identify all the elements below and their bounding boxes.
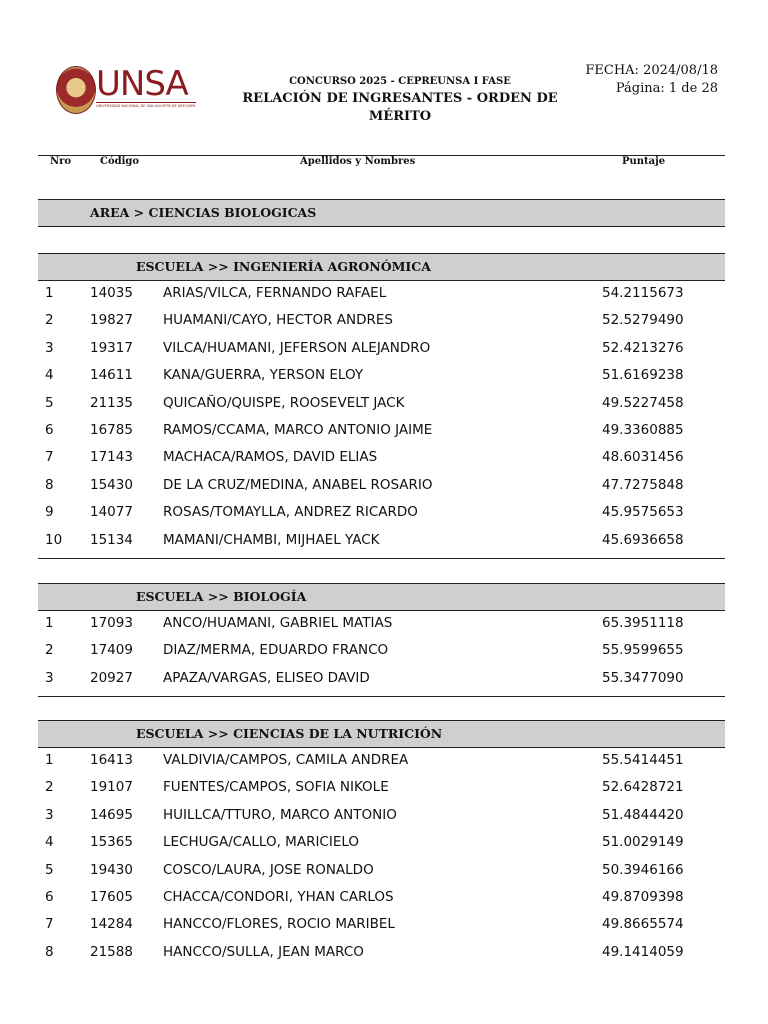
- section-divider: [38, 696, 725, 697]
- table-row: [38, 448, 725, 475]
- cell-codigo: 16785: [90, 421, 133, 438]
- cell-nro: 6: [45, 421, 54, 438]
- cell-nro: 3: [45, 806, 54, 823]
- table-row: [38, 421, 725, 448]
- cell-puntaje: 49.8665574: [602, 916, 684, 933]
- cell-nro: 5: [45, 861, 54, 878]
- escuela-header: [38, 720, 725, 748]
- table-row: [38, 778, 725, 805]
- cell-codigo: 17409: [90, 642, 133, 659]
- table-row: [38, 284, 725, 311]
- table-row: [38, 888, 725, 915]
- cell-nombre: FUENTES/CAMPOS, SOFIA NIKOLE: [163, 779, 389, 796]
- cell-nro: 2: [45, 642, 54, 659]
- table-row: [38, 614, 725, 641]
- table-row: [38, 806, 725, 833]
- cell-nombre: KANA/GUERRA, YERSON ELOY: [163, 367, 364, 384]
- concurso-title: CONCURSO 2025 - CEPREUNSA I FASE: [289, 76, 511, 87]
- unsa-logo: [56, 64, 196, 114]
- cell-puntaje: 55.3477090: [602, 669, 684, 686]
- cell-puntaje: 55.5414451: [602, 752, 684, 768]
- table-row: [38, 311, 725, 338]
- cell-puntaje: 51.4844420: [602, 806, 684, 823]
- cell-codigo: 17093: [90, 615, 133, 631]
- cell-nro: 9: [45, 504, 54, 521]
- cell-nro: 7: [45, 916, 54, 933]
- university-seal-icon: [56, 66, 96, 114]
- escuela-header: [38, 253, 725, 281]
- cell-puntaje: 52.4213276: [602, 339, 684, 356]
- cell-nro: 4: [45, 834, 54, 851]
- table-row: [38, 531, 725, 558]
- cell-nombre: HANCCO/FLORES, ROCIO MARIBEL: [163, 916, 395, 933]
- cell-nombre: COSCO/LAURA, JOSE RONALDO: [163, 861, 374, 878]
- column-header-nro: Nro: [50, 156, 72, 167]
- cell-nombre: HANCCO/SULLA, JEAN MARCO: [163, 943, 364, 960]
- table-row: [38, 503, 725, 530]
- cell-codigo: 15365: [90, 834, 133, 851]
- escuela-title: ESCUELA >> CIENCIAS DE LA NUTRICIÓN: [136, 726, 443, 741]
- cell-puntaje: 45.6936658: [602, 531, 684, 548]
- cell-puntaje: 52.6428721: [602, 779, 684, 796]
- cell-nombre: MAMANI/CHAMBI, MIJHAEL YACK: [163, 531, 380, 548]
- cell-nro: 2: [45, 312, 54, 329]
- table-row: [38, 833, 725, 860]
- escuela-title: ESCUELA >> INGENIERÍA AGRONÓMICA: [136, 259, 431, 274]
- cell-nombre: CHACCA/CONDORI, YHAN CARLOS: [163, 888, 394, 905]
- column-header-puntaje: Puntaje: [622, 156, 666, 167]
- logo-subtext: UNIVERSIDAD NACIONAL DE SAN AGUSTIN DE AREQUIPA: [96, 104, 196, 108]
- cell-nro: 8: [45, 943, 54, 960]
- area-title: AREA > CIENCIAS BIOLOGICAS: [90, 205, 317, 220]
- cell-codigo: 14035: [90, 285, 133, 301]
- table-row: [38, 366, 725, 393]
- cell-puntaje: 45.9575653: [602, 504, 684, 521]
- cell-nombre: RAMOS/CCAMA, MARCO ANTONIO JAIME: [163, 421, 433, 438]
- cell-nombre: MACHACA/RAMOS, DAVID ELIAS: [163, 449, 378, 466]
- cell-nombre: VALDIVIA/CAMPOS, CAMILA ANDREA: [163, 752, 409, 768]
- page-indicator: Página: 1 de 28: [615, 81, 718, 96]
- cell-nro: 10: [45, 531, 63, 548]
- cell-puntaje: 65.3951118: [602, 615, 684, 631]
- cell-codigo: 19827: [90, 312, 133, 329]
- cell-codigo: 14611: [90, 367, 133, 384]
- cell-codigo: 17143: [90, 449, 133, 466]
- escuela-header: [38, 583, 725, 611]
- cell-codigo: 19317: [90, 339, 133, 356]
- cell-nro: 3: [45, 669, 54, 686]
- table-row: [38, 915, 725, 942]
- cell-nro: 6: [45, 888, 54, 905]
- cell-puntaje: 49.1414059: [602, 943, 684, 960]
- results-table: [38, 284, 725, 558]
- document-meta: [585, 62, 718, 98]
- cell-puntaje: 50.3946166: [602, 861, 684, 878]
- table-row: [38, 669, 725, 696]
- cell-nombre: APAZA/VARGAS, ELISEO DAVID: [163, 669, 370, 686]
- table-row: [38, 751, 725, 778]
- cell-puntaje: 48.6031456: [602, 449, 684, 466]
- cell-nombre: DE LA CRUZ/MEDINA, ANABEL ROSARIO: [163, 476, 433, 493]
- cell-nro: 1: [45, 615, 54, 631]
- table-row: [38, 943, 725, 970]
- table-row: [38, 339, 725, 366]
- cell-nro: 3: [45, 339, 54, 356]
- cell-nombre: ARIAS/VILCA, FERNANDO RAFAEL: [163, 285, 387, 301]
- column-header-codigo: Código: [100, 156, 140, 167]
- cell-nombre: ROSAS/TOMAYLLA, ANDREZ RICARDO: [163, 504, 418, 521]
- cell-codigo: 15430: [90, 476, 133, 493]
- cell-nro: 1: [45, 285, 54, 301]
- cell-codigo: 19107: [90, 779, 133, 796]
- cell-nombre: HUAMANI/CAYO, HECTOR ANDRES: [163, 312, 393, 329]
- cell-codigo: 14077: [90, 504, 133, 521]
- cell-puntaje: 51.6169238: [602, 367, 684, 384]
- cell-nro: 4: [45, 367, 54, 384]
- cell-nro: 2: [45, 779, 54, 796]
- cell-puntaje: 51.0029149: [602, 834, 684, 851]
- cell-puntaje: 49.8709398: [602, 888, 684, 905]
- cell-nombre: LECHUGA/CALLO, MARICIELO: [163, 834, 360, 851]
- cell-puntaje: 54.2115673: [602, 285, 684, 301]
- cell-nombre: VILCA/HUAMANI, JEFERSON ALEJANDRO: [163, 339, 431, 356]
- table-row: [38, 861, 725, 888]
- fecha-label: FECHA: 2024/08/18: [585, 63, 718, 78]
- escuela-title: ESCUELA >> BIOLOGÍA: [136, 589, 307, 604]
- document-header: [230, 74, 570, 126]
- column-headers: [38, 155, 725, 167]
- table-row: [38, 476, 725, 503]
- cell-puntaje: 49.5227458: [602, 394, 684, 411]
- cell-codigo: 19430: [90, 861, 133, 878]
- cell-puntaje: 47.7275848: [602, 476, 684, 493]
- cell-nombre: ANCO/HUAMANI, GABRIEL MATIAS: [163, 615, 393, 631]
- cell-nombre: DIAZ/MERMA, EDUARDO FRANCO: [163, 642, 389, 659]
- cell-nro: 7: [45, 449, 54, 466]
- logo-text: UNSA: [96, 64, 188, 104]
- cell-nombre: HUILLCA/TTURO, MARCO ANTONIO: [163, 806, 397, 823]
- cell-nro: 5: [45, 394, 54, 411]
- cell-codigo: 14695: [90, 806, 133, 823]
- cell-puntaje: 55.9599655: [602, 642, 684, 659]
- cell-codigo: 14284: [90, 916, 133, 933]
- results-table: [38, 614, 725, 696]
- cell-puntaje: 49.3360885: [602, 421, 684, 438]
- table-row: [38, 394, 725, 421]
- document-title: RELACIÓN DE INGRESANTES - ORDEN DE MÉRITO: [242, 91, 558, 124]
- table-row: [38, 641, 725, 668]
- cell-codigo: 17605: [90, 888, 133, 905]
- cell-nro: 1: [45, 752, 54, 768]
- cell-nro: 8: [45, 476, 54, 493]
- column-header-nombres: Apellidos y Nombres: [300, 156, 416, 167]
- cell-codigo: 21588: [90, 943, 133, 960]
- cell-nombre: QUICAÑO/QUISPE, ROOSEVELT JACK: [163, 394, 405, 411]
- cell-codigo: 20927: [90, 669, 133, 686]
- cell-puntaje: 52.5279490: [602, 312, 684, 329]
- cell-codigo: 16413: [90, 752, 133, 768]
- section-divider: [38, 558, 725, 559]
- results-table: [38, 751, 725, 970]
- cell-codigo: 15134: [90, 531, 133, 548]
- area-header: [38, 199, 725, 227]
- cell-codigo: 21135: [90, 394, 133, 411]
